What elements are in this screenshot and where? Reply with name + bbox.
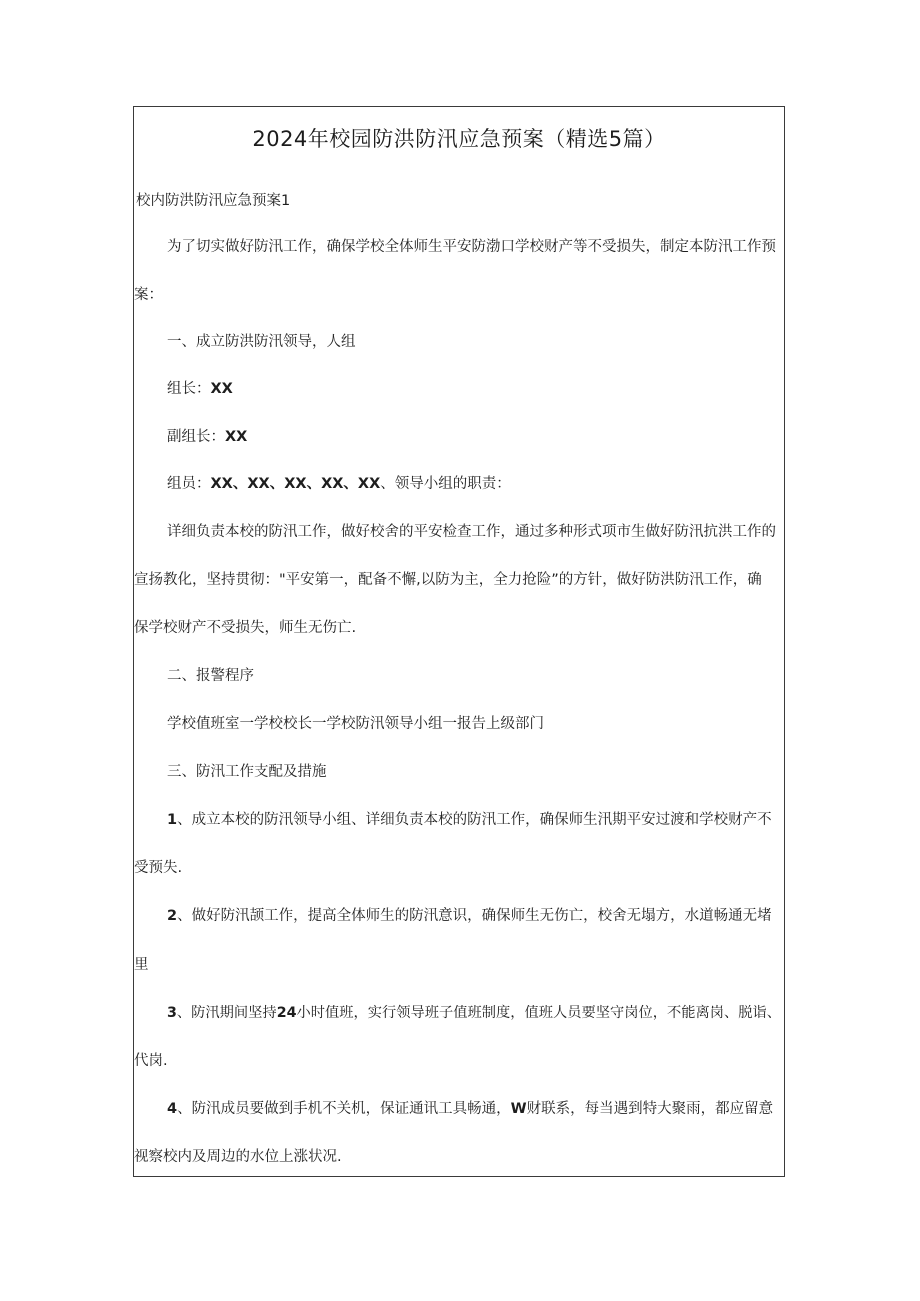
intro-paragraph-line-2: 案：	[134, 287, 163, 303]
item3-text-b: 小时值班，实行领导班子值班制度，值班人员要坚守岗位，不能离岗、脱诣、	[296, 1005, 782, 1021]
deputy-label: 副组长：	[167, 429, 225, 445]
members-suffix: 、领导小组的职责：	[380, 476, 511, 492]
part2-heading: 二、报警程序	[167, 668, 254, 684]
item1-line-1	[167, 810, 772, 830]
part1-heading: 一、成立防洪防汛领导，人组	[167, 334, 356, 350]
item4-number: 4	[167, 1101, 178, 1117]
members-value: XX、XX、XX、XX、XX	[210, 476, 381, 492]
part3-heading: 三、防汛工作支配及措施	[167, 764, 327, 780]
item3-hours: 24	[276, 1005, 297, 1021]
duty-paragraph-line-2: 宣扬教化，坚持贯彻："平安第一，配备不懈,以防为主，全力抢险”的方针，做好防洪防汛工作，确	[134, 572, 762, 588]
duty-paragraph-line-1: 详细负责本校的防汛工作，做好校舍的平安检查工作，通过多种形式项市生做好防汛抗洪工作的	[167, 524, 776, 540]
item4-line-1	[167, 1099, 773, 1119]
item4-line-2: 视察校内及周边的水位上涨状况.	[134, 1149, 342, 1165]
deputy-value: XX	[225, 429, 248, 445]
document-title: 2024年校园防洪防汛应急预案（精选5篇）	[252, 127, 666, 151]
item1-number: 1	[167, 812, 178, 828]
leader-value: XX	[210, 381, 233, 397]
item2-line-2: 里	[134, 957, 149, 973]
item2-text: 、做好防汛颉工作，提高全体师生的防汛意识，确保师生无伤亡，校舍无塌方，水道畅通无堵	[177, 908, 772, 924]
item3-line-1	[167, 1003, 781, 1023]
intro-paragraph-line-1: 为了切实做好防汛工作，确保学校全体师生平安防渤口学校财产等不受损失，制定本防汛工作预	[167, 239, 776, 255]
duty-paragraph-line-3: 保学校财产不受损失，师生无伤亡.	[134, 620, 357, 636]
item1-text: 、成立本校的防汛领导小组、详细负责本校的防汛工作，确保师生汛期平安过渡和学校财产不	[177, 812, 772, 828]
alarm-flow: 学校值班室一学校校长一学校防汛领导小组一报告上级部门	[167, 716, 544, 732]
item2-number: 2	[167, 908, 178, 924]
item1-line-2: 受预失.	[134, 860, 183, 876]
item4-text-a: 、防汛成员要做到手机不关机，保证通讯工具畅通，	[177, 1101, 511, 1117]
leader-label: 组长：	[167, 381, 211, 397]
leader-line	[167, 379, 233, 399]
deputy-line	[167, 427, 247, 447]
item4-w: W	[510, 1101, 527, 1117]
document-page	[133, 106, 785, 1177]
item3-number: 3	[167, 1005, 177, 1021]
item4-text-b: 财联系，每当遇到特大聚雨，都应留意	[526, 1101, 774, 1117]
item3-text-a: 、防汛期间坚持	[176, 1005, 277, 1021]
section-heading: 校内防洪防汛应急预案1	[136, 193, 291, 209]
members-line	[167, 474, 511, 494]
item2-line-1	[167, 906, 772, 926]
item3-line-2: 代岗.	[134, 1053, 168, 1069]
members-label: 组员：	[167, 476, 211, 492]
